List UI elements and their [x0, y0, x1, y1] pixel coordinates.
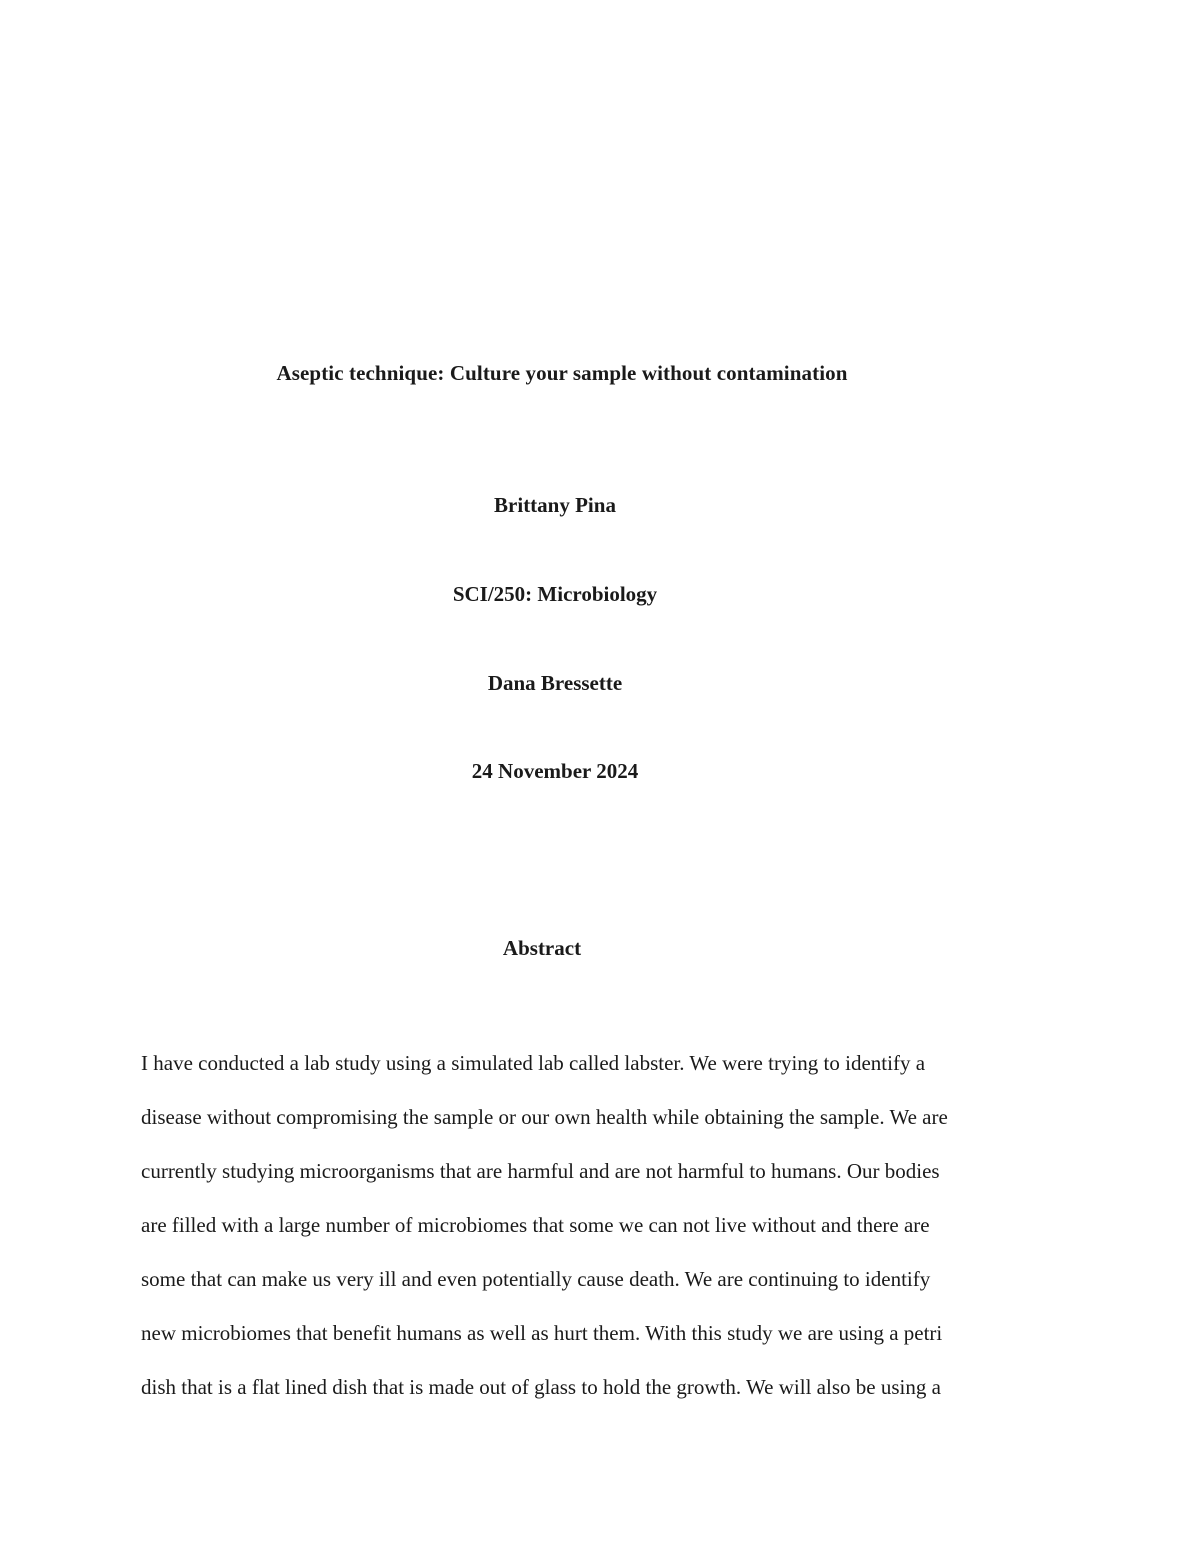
abstract-line: I have conducted a lab study using a simulated lab called labster. We were trying to identify a — [141, 1051, 926, 1075]
abstract-line: some that can make us very ill and even potentially cause death. We are continuing to identify — [141, 1267, 931, 1291]
abstract-heading: Abstract — [502, 936, 582, 960]
abstract-line: new microbiomes that benefit humans as well as hurt them. With this study we are using a petri — [141, 1321, 943, 1345]
instructor-name: Dana Bressette — [487, 671, 623, 695]
abstract-line: dish that is a flat lined dish that is made out of glass to hold the growth. We will also be using a — [141, 1375, 941, 1399]
abstract-line: are filled with a large number of microbiomes that some we can not live without and there are — [141, 1213, 930, 1237]
abstract-body — [141, 1046, 1061, 1424]
course-name: SCI/250: Microbiology — [452, 582, 658, 606]
abstract-line: disease without compromising the sample or our own health while obtaining the sample. We are — [141, 1105, 948, 1129]
document-title: Aseptic technique: Culture your sample without contamination — [276, 361, 848, 385]
document-date: 24 November 2024 — [471, 759, 639, 783]
author-name: Brittany Pina — [494, 493, 616, 517]
abstract-line: currently studying microorganisms that are harmful and are not harmful to humans. Our bodies — [141, 1159, 940, 1183]
